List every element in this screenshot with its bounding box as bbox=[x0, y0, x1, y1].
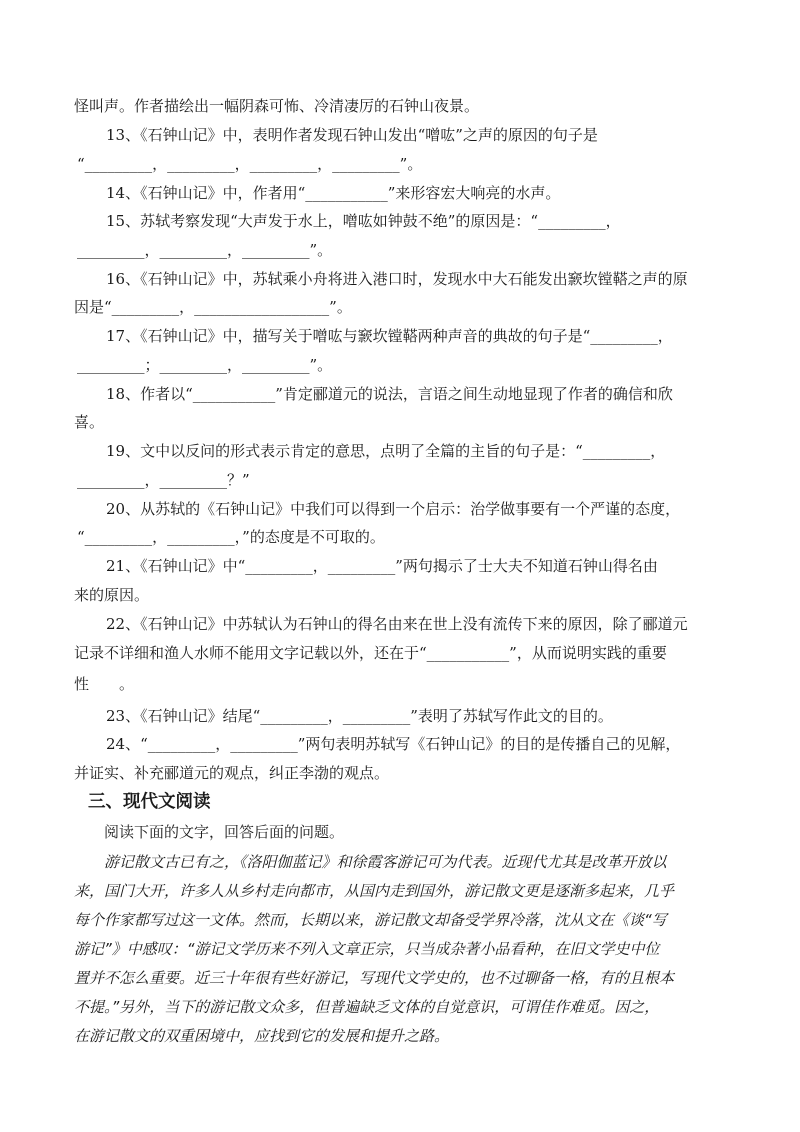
question-20: 20、从苏轼的《石钟山记》中我们可以得到一个启示：治学做事要有一个严谨的态度， bbox=[106, 500, 681, 518]
question-21: 21、《石钟山记》中“_________，_________”两句揭示了士大夫不知道石钟山得名由 bbox=[106, 557, 658, 575]
question-17: 17、《石钟山记》中，描写关于噌吰与窾坎镗鞳两种声音的典故的句子是“_________， bbox=[106, 327, 673, 345]
question-16: 16、《石钟山记》中，苏轼乘小舟将进入港口时，发现水中大石能发出窾坎镗鞳之声的原 bbox=[106, 270, 688, 288]
question-22: 22、《石钟山记》中苏轼认为石钟山的得名由来在世上没有流传下来的原因，除了郦道元 bbox=[106, 615, 688, 633]
passage-line: 来，国门大开，许多人从乡村走向都市，从国内走到国外，游记散文更是逐渐多起来，几乎 bbox=[74, 882, 675, 900]
question-15: 15、苏轼考察发现“大声发于水上，噌吰如钟鼓不绝”的原因是：“_________， bbox=[106, 212, 621, 230]
text-line: 性 。 bbox=[74, 675, 135, 693]
passage-line: 置并不怎么重要。近三十年很有些好游记，写现代文学史的，也不过聊备一格，有的且根本 bbox=[74, 969, 675, 987]
text-line: 怪叫声。作者描绘出一幅阴森可怖、冷清凄厉的石钟山夜景。 bbox=[74, 97, 480, 115]
passage-line: 游记散文古已有之，《洛阳伽蓝记》和徐霞客游记可为代表。近现代尤其是改革开放以 bbox=[104, 853, 667, 871]
passage-line: 每个作家都写过这一文体。然而，长期以来，游记散文却备受学界冷落，沈从文在《谈“写 bbox=[74, 911, 667, 929]
reading-instruction: 阅读下面的文字，回答后面的问题。 bbox=[104, 823, 345, 841]
text-line: _________；_________，_________”。 bbox=[77, 356, 333, 374]
text-line: 并证实、补充郦道元的观点，纠正李渤的观点。 bbox=[74, 764, 390, 782]
question-18: 18、作者以“___________”肯定郦道元的说法，言语之间生动地显现了作者的确信和欣 bbox=[106, 385, 673, 403]
passage-line: 游记”》中感叹：“游记文学历来不列入文章正宗，只当成杂著小品看种，在旧文学史中位 bbox=[74, 940, 660, 958]
section-heading: 三、现代文阅读 bbox=[88, 792, 211, 812]
text-line: 因是“_________，__________________”。 bbox=[74, 298, 352, 316]
text-line: _________，_________？” bbox=[77, 471, 250, 489]
question-23: 23、《石钟山记》结尾“_________，_________”表明了苏轼写作此文的目的。 bbox=[106, 707, 613, 725]
text-line: “_________，_________，_________，_________”。 bbox=[77, 155, 423, 173]
question-13: 13、《石钟山记》中，表明作者发现石钟山发出“噌吰”之声的原因的句子是 bbox=[106, 126, 598, 144]
question-24: 24、“_________，_________”两句表明苏轼写《石钟山记》的目的是传播自己的见解， bbox=[106, 735, 681, 753]
text-line: “_________，_________，”的态度是不可取的。 bbox=[77, 528, 385, 546]
text-line: 来的原因。 bbox=[74, 586, 150, 604]
text-line: 记录不详细和渔人水师不能用文字记载以外，还在于“___________”，从而说明实践的重要 bbox=[74, 644, 667, 662]
question-19: 19、文中以反问的形式表示肯定的意思，点明了全篇的主旨的句子是：“_________， bbox=[106, 442, 666, 460]
question-14: 14、《石钟山记》中，作者用“___________”来形容宏大响亮的水声。 bbox=[106, 184, 561, 202]
passage-line: 在游记散文的双重困境中，应找到它的发展和提升之路。 bbox=[74, 1027, 450, 1045]
passage-line: 不提。”另外，当下的游记散文众多，但普遍缺乏文体的自觉意识，可谓佳作难觅。因之， bbox=[74, 998, 660, 1016]
text-line: 喜。 bbox=[74, 413, 105, 431]
text-line: _________，_________，_________”。 bbox=[77, 241, 333, 259]
